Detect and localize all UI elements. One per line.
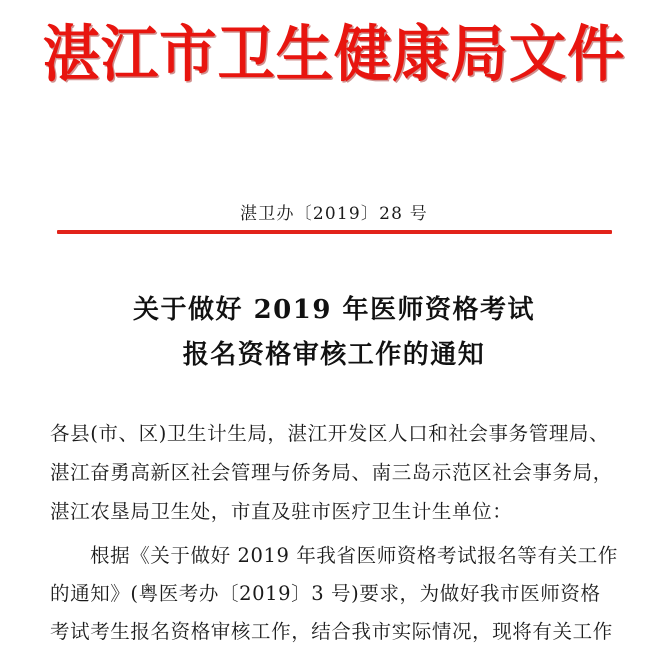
document-body [50,414,634,651]
body-paragraph-line: 的通知》(粤医考办〔2019〕3 号)要求，为做好我市医师资格 [50,582,601,605]
addressee-line: 湛江奋勇高新区社会管理与侨务局、南三岛示范区社会事务局， [50,461,613,484]
red-separator-rule [57,230,612,234]
document-heading-line-1: 关于做好 2019 年医师资格考试 [133,295,535,325]
document-serial-number [0,199,668,224]
addressee-line: 湛江农垦局卫生处，市直及驻市医疗卫生计生单位： [50,500,513,523]
body-paragraph-line: 考试考生报名资格审核工作，结合我市实际情况，现将有关工作 [50,620,613,643]
addressee-line: 各县(市、区)卫生计生局，湛江开发区人口和社会事务管理局、 [50,422,610,445]
body-paragraph-line: 根据《关于做好 2019 年我省医师资格考试报名等有关工作 [90,544,618,567]
document-serial-number-text: 湛卫办〔2019〕28 号 [240,204,428,224]
masthead [0,19,668,90]
document-heading [0,288,668,378]
document-heading-line-2: 报名资格审核工作的通知 [182,340,486,370]
masthead-title: 湛江市卫生健康局文件 [42,19,626,90]
